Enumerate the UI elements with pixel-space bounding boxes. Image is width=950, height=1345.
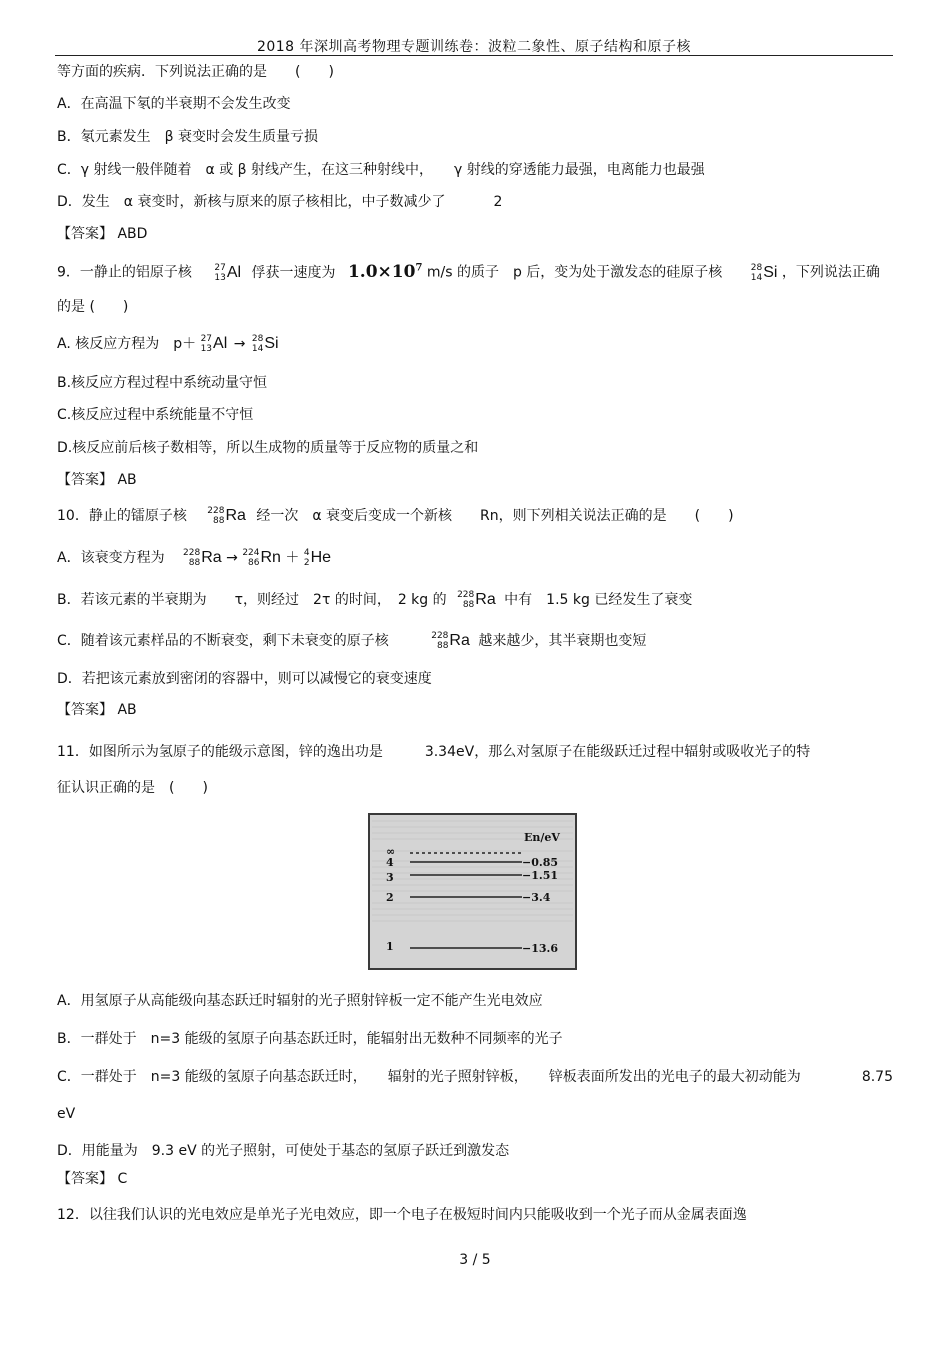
q8-option-d-text: D．发生 α 衰变时，新核与原来的原子核相比，中子数减少了 xyxy=(57,194,446,210)
q11-option-b: B．一群处于 n=3 能级的氢原子向基态跃迁时，能辐射出无数种不同频率的光子 xyxy=(57,1031,563,1047)
q11-stem-a: 11．如图所示为氢原子的能级示意图，锌的逸出功是 xyxy=(57,744,383,760)
level-energy-1: −13.6 xyxy=(522,942,559,955)
al-mass: 27 xyxy=(200,334,213,344)
si-mass: 28 xyxy=(750,262,763,273)
speed-coef: 1.0×10 xyxy=(347,261,416,282)
q9-option-c: C.核反应过程中系统能量不守恒 xyxy=(57,407,254,423)
q11-answer: 【答案】 C xyxy=(57,1171,128,1187)
rn-symbol: Rn xyxy=(260,549,281,566)
q10-option-d: D．若把该元素放到密闭的容器中，则可以减慢它的衰变速度 xyxy=(57,671,432,687)
q9-answer: 【答案】 AB xyxy=(57,472,137,488)
ra-symbol: Ra xyxy=(225,507,246,524)
q10-stem-b: 经一次 α 衰变后变成一个新核 Rn，则下列相关说法正确的是 ( ) xyxy=(256,508,734,524)
rn-atomic: 86 xyxy=(248,558,260,568)
q10-a-ra xyxy=(183,548,222,568)
ra-symbol: Ra xyxy=(475,591,496,608)
q10-option-b-b: 中有 1.5 kg 已经发生了衰变 xyxy=(504,592,693,608)
level-energy-4: −0.85 xyxy=(522,856,559,869)
level-energy-3: −1.51 xyxy=(522,869,559,882)
si-mass: 28 xyxy=(251,334,264,344)
si-symbol: Si xyxy=(763,263,778,281)
q8-continuation: 等方面的疾病．下列说法正确的是 ( ) xyxy=(57,64,334,80)
al-atomic: 13 xyxy=(200,344,213,354)
q8-option-c: C．γ 射线一般伴随着 α 或 β 射线产生，在这三种射线中， γ 射线的穿透能力最强，电离能力也最强 xyxy=(57,162,705,178)
he-mass: 4 xyxy=(303,548,310,558)
q9-stem-c: m/s 的质子 p 后，变为处于激发态的硅原子核 xyxy=(426,264,723,281)
q10-option-c-b: 越来越少，其半衰期也变短 xyxy=(478,633,647,649)
axis-label-en-ev: En/eV xyxy=(524,831,560,844)
q9-option-a-prefix: A. 核反应方程为 p＋ xyxy=(57,336,197,352)
q10-option-b-a: B．若该元素的半衰期为 τ，则经过 2τ 的时间， 2 kg 的 xyxy=(57,592,447,608)
q9-stem-b: 俘获一速度为 xyxy=(251,264,336,281)
q11-option-c-a: C．一群处于 n=3 能级的氢原子向基态跃迁时， 辐射的光子照射锌板， 锌板表面所发出的光电子的最大初动能为 xyxy=(57,1069,801,1085)
energy-level-diagram xyxy=(368,813,577,970)
q9-a-si xyxy=(252,334,279,354)
si-atomic: 14 xyxy=(251,344,264,354)
q9-speed xyxy=(348,262,422,282)
q9-stem-a: 9．一静止的铝原子核 xyxy=(57,264,192,281)
ra-mass: 228 xyxy=(431,631,449,641)
energy-level-svg xyxy=(370,815,575,968)
q10-answer: 【答案】 AB xyxy=(57,702,137,718)
header-rule xyxy=(55,55,893,56)
q10-option-a-prefix: A．该衰变方程为 xyxy=(57,550,165,566)
q10-a-he xyxy=(304,548,331,568)
decay-arrow: → xyxy=(226,550,238,566)
q8-option-a: A．在高温下氡的半衰期不会发生改变 xyxy=(57,96,291,112)
al-atomic: 13 xyxy=(214,272,226,283)
al-symbol: Al xyxy=(213,335,228,352)
q10-c-ra xyxy=(431,631,470,651)
level-n-infinity: ∞ xyxy=(386,845,396,858)
q10-option-c xyxy=(57,631,646,651)
q12-stem: 12．以往我们认识的光电效应是单光子光电效应，即一个电子在极短时间内只能吸收到一个光子而从金属表面逸 xyxy=(57,1207,747,1223)
ra-atomic: 88 xyxy=(436,641,449,651)
rn-mass: 224 xyxy=(242,548,260,558)
q10-ra-nuclide xyxy=(207,506,246,526)
q8-option-d-value: 2 xyxy=(493,194,503,210)
plus-sign: ＋ xyxy=(285,550,300,566)
ra-mass: 228 xyxy=(457,590,475,600)
q11-stem xyxy=(57,742,810,762)
q11-option-c xyxy=(57,1067,801,1087)
q10-stem-a: 10．静止的镭原子核 xyxy=(57,508,187,524)
q11-stem-value: 3.34eV，那么对氢原子在能级跃迁过程中辐射或吸收光子的特 xyxy=(424,744,811,760)
page-header: 2018 年深圳高考物理专题训练卷：波粒二象性、原子结构和原子核 xyxy=(256,39,692,55)
level-energy-2: −3.4 xyxy=(522,891,551,904)
ra-atomic: 88 xyxy=(462,600,475,610)
al-symbol: Al xyxy=(226,263,242,281)
ra-symbol: Ra xyxy=(449,632,470,649)
q11-option-d: D．用能量为 9.3 eV 的光子照射，可使处于基态的氢原子跃迁到激发态 xyxy=(57,1143,510,1159)
q9-option-a xyxy=(57,334,279,354)
q10-option-b xyxy=(57,590,692,610)
al-mass: 27 xyxy=(214,262,226,273)
level-n-2: 2 xyxy=(386,891,394,904)
q10-stem xyxy=(57,506,734,526)
q11-option-a: A．用氢原子从高能级向基态跃迁时辐射的光子照射锌板一定不能产生光电效应 xyxy=(57,993,543,1009)
ra-mass: 228 xyxy=(207,506,225,516)
ra-atomic: 88 xyxy=(188,558,201,568)
q9-al-nuclide xyxy=(214,263,241,283)
si-symbol: Si xyxy=(264,335,279,352)
q9-option-d: D.核反应前后核子数相等，所以生成物的质量等于反应物的质量之和 xyxy=(57,440,479,456)
si-atomic: 14 xyxy=(750,272,763,283)
q11-option-c-unit: eV xyxy=(57,1106,76,1122)
q8-answer: 【答案】 ABD xyxy=(57,226,148,242)
q11-stem-line2: 征认识正确的是 ( ) xyxy=(57,780,208,796)
q9-a-al xyxy=(201,334,228,354)
q10-b-ra xyxy=(457,590,496,610)
q10-option-c-a: C．随着该元素样品的不断衰变，剩下未衰变的原子核 xyxy=(57,633,389,649)
q9-stem-d: ，下列说法正确 xyxy=(781,264,880,281)
speed-exp: 7 xyxy=(415,262,423,273)
page-number: 3 / 5 xyxy=(459,1252,491,1268)
q8-option-d xyxy=(57,192,502,212)
level-n-3: 3 xyxy=(386,871,394,884)
level-n-4: 4 xyxy=(386,856,394,869)
q9-stem xyxy=(57,258,880,283)
q9-si-nuclide xyxy=(751,263,778,283)
ra-atomic: 88 xyxy=(213,516,225,526)
he-symbol: He xyxy=(310,549,332,566)
q9-stem-line2: 的是 ( ) xyxy=(57,299,129,315)
level-n-1: 1 xyxy=(386,940,394,953)
ra-mass: 228 xyxy=(183,548,201,558)
reaction-arrow: → xyxy=(233,336,246,352)
q8-option-b: B．氡元素发生 β 衰变时会发生质量亏损 xyxy=(57,129,318,145)
q10-a-rn xyxy=(242,548,281,568)
he-atomic: 2 xyxy=(303,558,310,568)
q9-option-b: B.核反应方程过程中系统动量守恒 xyxy=(57,375,268,391)
ra-symbol: Ra xyxy=(201,549,222,566)
q11-option-c-value: 8.75 xyxy=(861,1069,893,1085)
q10-option-a xyxy=(57,548,331,568)
